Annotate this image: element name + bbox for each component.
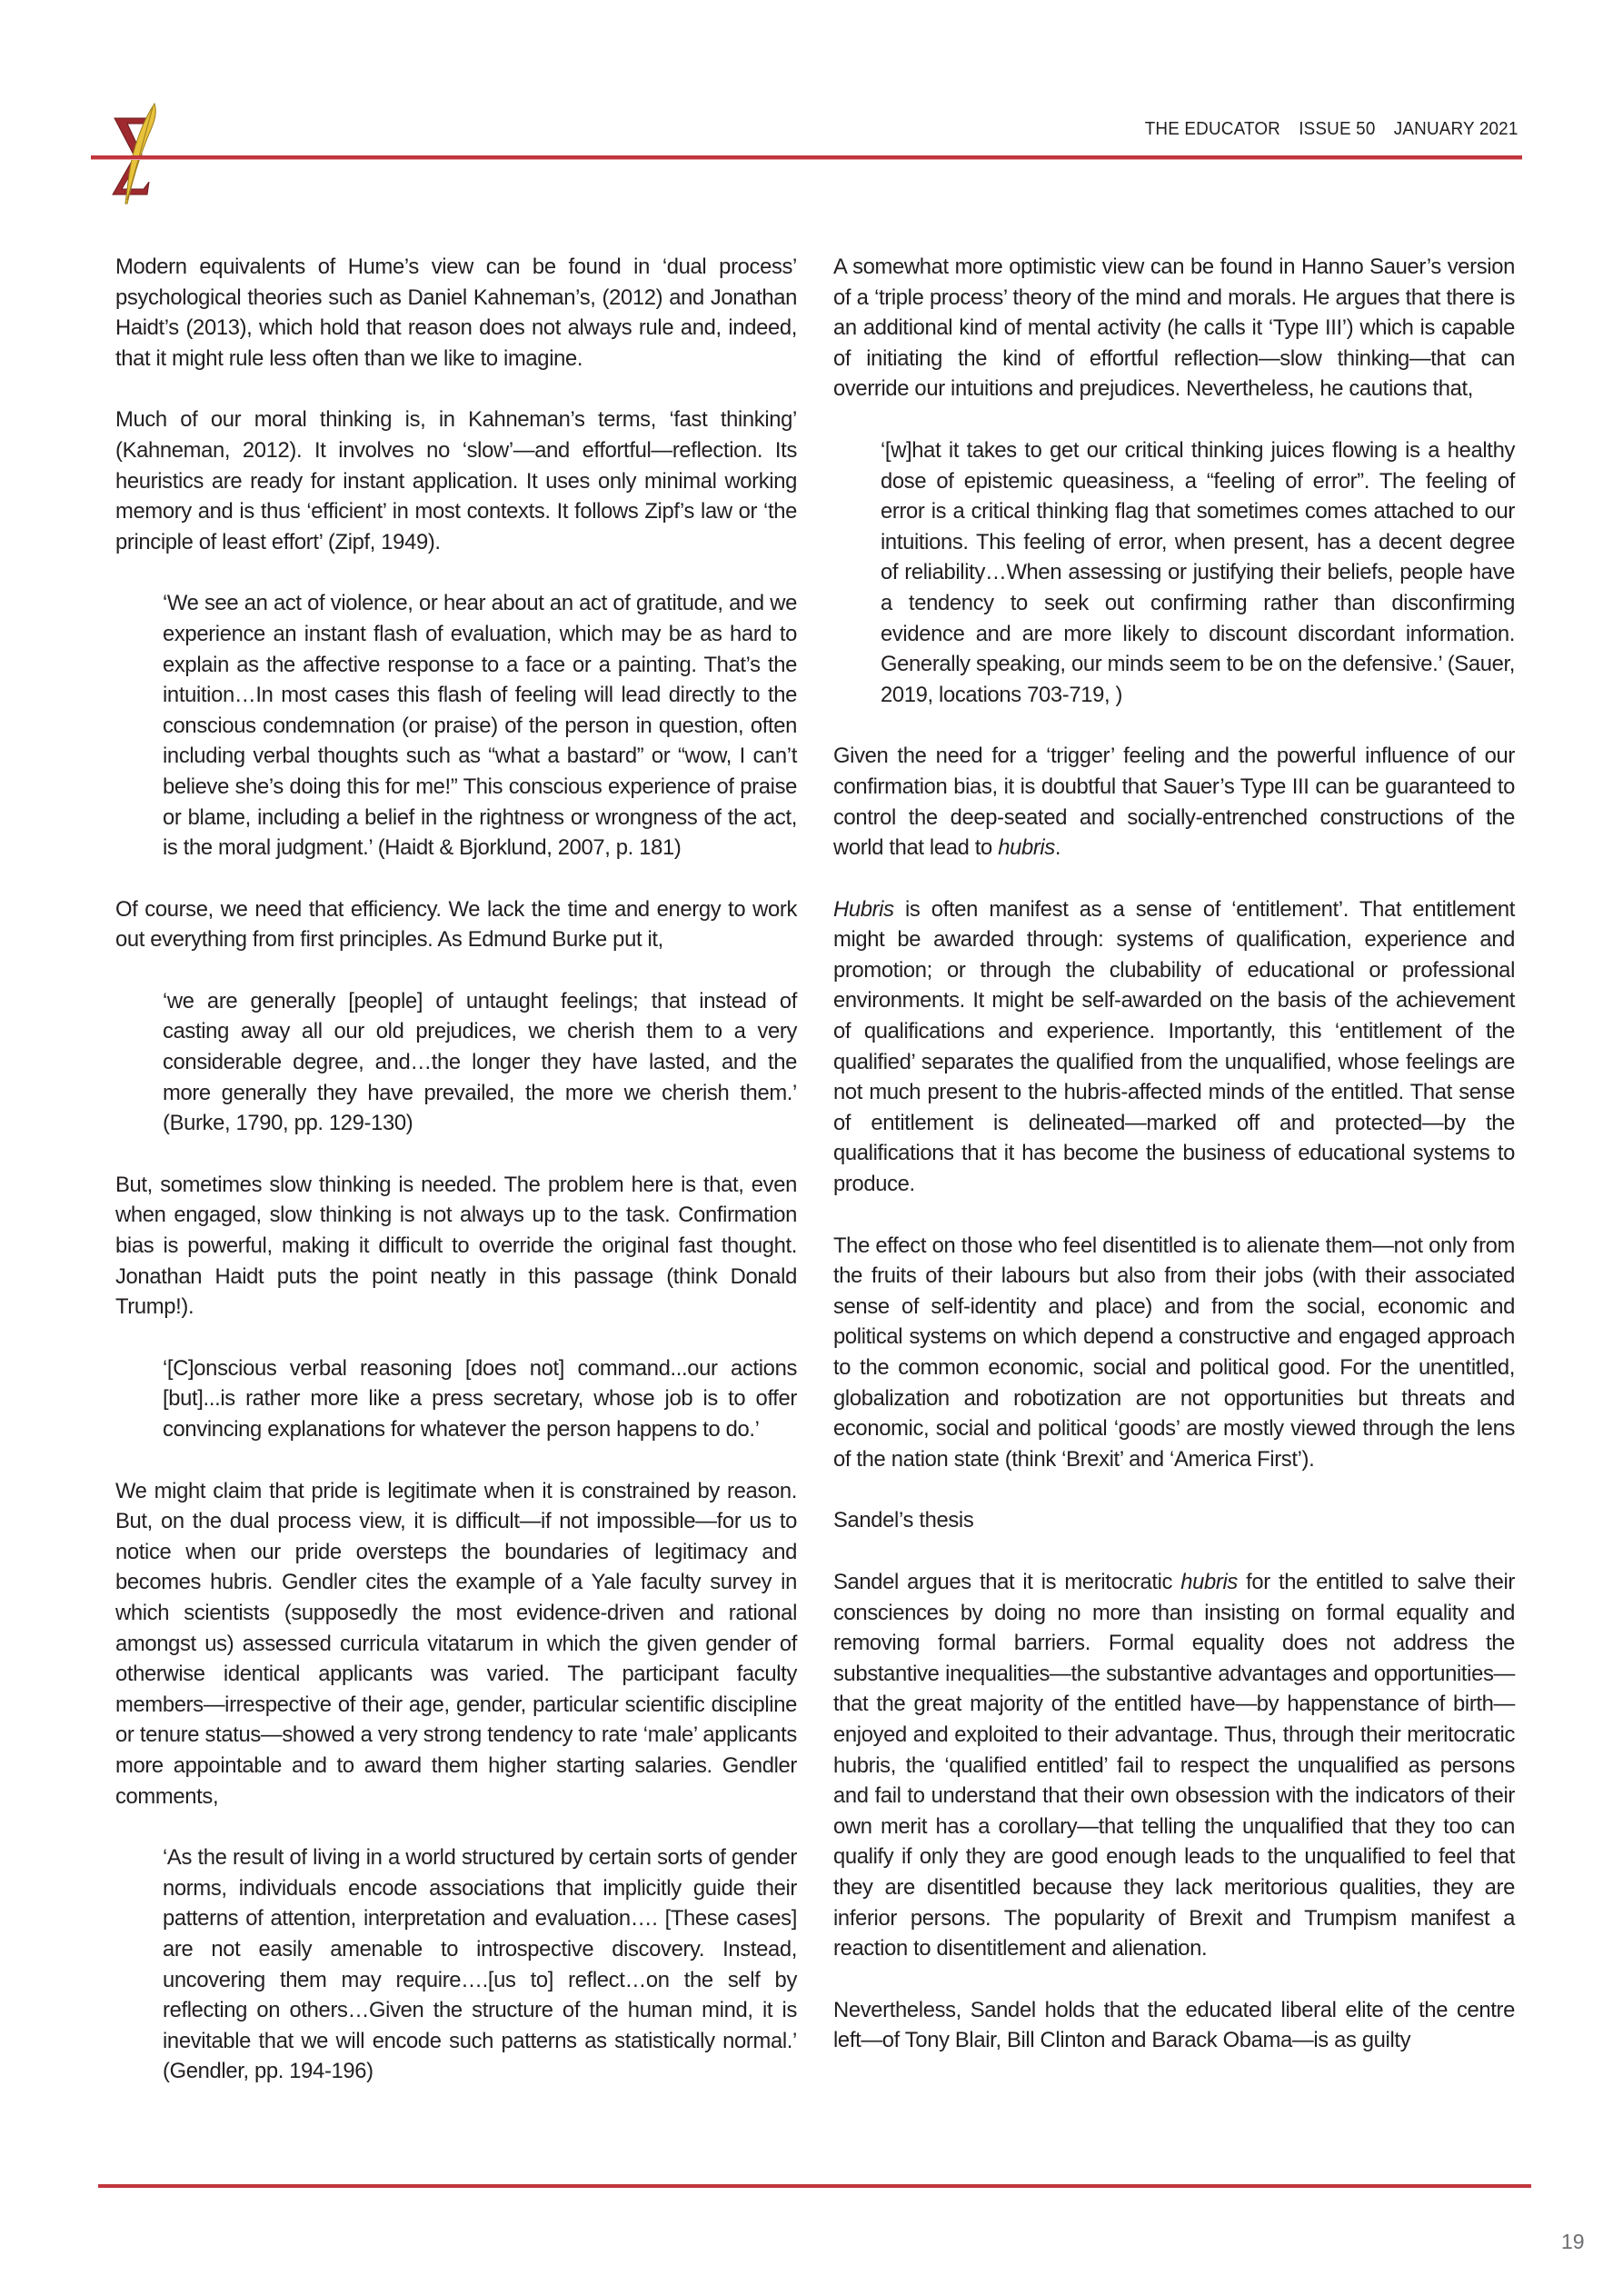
running-header (1127, 118, 1518, 140)
section-heading: Sandel’s thesis (833, 1508, 974, 1533)
footer-rule (98, 2184, 1531, 2188)
right-column (833, 252, 1515, 2087)
emphasis: hubris (1180, 1569, 1238, 1594)
block-quote: ‘we are generally [people] of untaught feelings; that instead of casting away all our old prejudices, we cherish them to a very considerable degree, and…the longer they have lasted, and the more generally they have prevailed, the more we cherish them.’ (Burke, 1790, pp. 129-130) (163, 988, 797, 1136)
text-run: for the entitled to salve their consciences by doing no more than insisting on formal equality and removing formal barriers. Formal equality does not address the substantive inequalities—the substantive advantages and opportunities—that the great majority of the entitled have—by happenstance of birth—enjoyed and exploited to their advantage. Thus, through their meritocratic hubris, the ‘qualified entitled’ fail to respect the unqualified as persons and fail to understand that their own obsession with the indicators of their own merit has a corollary—that telling the unqualified that they too can qualify if only they are good enough leads to the unqualified to feel that they are disentitled because they lack meritorious qualities, they are inferior persons. The popularity of Brexit and Trumpism manifest a reaction to disentitlement and alienation. (833, 1569, 1515, 1962)
header-rule (91, 155, 1522, 159)
block-quote: ‘We see an act of violence, or hear about an act of gratitude, and we experience an instant flash of evaluation, which may be as hard to explain as the affective response to a face or a painting. That’s the intuition…In most cases this flash of feeling will lead directly to the conscious condemnation (or praise) of the person in question, often including verbal thoughts such as “what a bastard” or “wow, I can’t believe she’s doing this for me!” This conscious experience of praise or blame, including a belief in the rightness or wrongness of the act, is the moral judgment.’ (Haidt & Bjorklund, 2007, p. 181) (163, 591, 797, 861)
body-paragraph (833, 1567, 1515, 1964)
body-paragraph: Much of our moral thinking is, in Kahneman’s terms, ‘fast thinking’ (Kahneman, 2012). It involves no ‘slow’—and effortful—reflection. Its heuristics are ready for instant application. It uses only minimal working memory and is thus ‘efficient’ in most contexts. It follows Zipf’s law or ‘the principle of least effort’ (Zipf, 1949). (115, 407, 797, 554)
body-paragraph (833, 894, 1515, 1200)
emphasis: Hubris (833, 896, 894, 922)
body-paragraph: A somewhat more optimistic view can be found in Hanno Sauer’s version of a ‘triple process’ theory of the mind and morals. He argues that there is an additional kind of mental activity (he calls it ‘Type III’) which is capable of initiating the kind of effortful reflection—slow thinking—that can override our intuitions and prejudices. Nevertheless, he cautions that, (833, 255, 1515, 402)
text-run: . (1054, 835, 1061, 861)
block-quote: ‘As the result of living in a world structured by certain sorts of gender norms, individuals encode associations that implicitly guide their patterns of attention, interpretation and evaluation…. [These cases] are not easily amenable to introspective discovery. Instead, uncovering them may require….[us to] reflect…on the self by reflecting on others…Given the structure of the human mind, it is inevitable that we will encode such patterns as statistically normal.’ (Gendler, pp. 194-196) (163, 1845, 797, 2084)
issue-date: JANUARY 2021 (1394, 118, 1518, 139)
body-paragraph: We might claim that pride is legitimate when it is constrained by reason. But, on the dual process view, it is difficult—if not impossible—for us to notice when our pride oversteps the boundaries of legitimacy and becomes hubris. Gendler cites the example of a Yale faculty survey in which scientists (supposedly the most evidence-driven and rational amongst us) assessed curricula vitatarum in which the given gender of otherwise identical applicants was varied. The participant faculty members—irrespective of their age, gender, particular scientific discipline or tenure status—showed a very strong tendency to rate ‘male’ applicants more appointable and to award them higher starting salaries. Gendler comments, (115, 1478, 797, 1809)
body-paragraph: Modern equivalents of Hume’s view can be found in ‘dual process’ psychological theories such as Daniel Kahneman’s, (2012) and Jonathan Haidt’s (2013), which hold that reason does not always rule and, indeed, that it might rule less often than we like to imagine. (115, 255, 797, 371)
text-run: Sandel argues that it is meritocratic (833, 1569, 1181, 1594)
publication-name: THE EDUCATOR (1145, 118, 1281, 139)
block-quote: ‘[w]hat it takes to get our critical thinking juices flowing is a healthy dose of epistemic queasiness, a “feeling of error”. The feeling of error is a critical thinking flag that sometimes comes attached to our intuitions. This feeling of error, when present, has a decent degree of reliability…When assessing or justifying their beliefs, people have a tendency to seek out confirming rather than disconfirming evidence and are more likely to discount discordant information. Generally speaking, our minds seem to be on the defensive.’ (Sauer, 2019, locations 703-719, ) (881, 437, 1515, 707)
body-paragraph: But, sometimes slow thinking is needed. The problem here is that, even when engaged, slow thinking is not always up to the task. Confirmation bias is powerful, making it difficult to override the original fast thought. Jonathan Haidt puts the point neatly in this passage (think Donald Trump!). (115, 1172, 797, 1320)
text-run: Given the need for a ‘trigger’ feeling and the powerful influence of our confirmation bias, it is doubtful that Sauer’s Type III can be guaranteed to control the deep-seated and socially-entrenched constructions of the world that lead to (833, 744, 1515, 861)
block-quote: ‘[C]onscious verbal reasoning [does not] command...our actions [but]...is rather more like a press secretary, whose job is to offer convincing explanations for whatever the person happens to do.’ (163, 1355, 797, 1442)
body-paragraph: Nevertheless, Sandel holds that the educated liberal elite of the centre left—of Tony Blair, Bill Clinton and Barack Obama—is as guilty (833, 1997, 1515, 2053)
emphasis: hubris (998, 835, 1055, 861)
body-paragraph (833, 741, 1515, 863)
text-run: is often manifest as a sense of ‘entitlement’. That entitlement might be awarded through: systems of qualification, experience and promotion; or through the clubability of educational or professional environments. It might be self-awarded on the basis of the achievement of qualifications and experience. Importantly, this ‘entitlement of the qualified’ separates the qualified from the unqualified, whose feelings are not much present to the hubris-affected minds of the entitled. That sense of entitlement is delineated—marked off and protected—by the qualifications that it has become the business of educational systems to produce. (833, 896, 1515, 1197)
body-paragraph: Of course, we need that efficiency. We lack the time and energy to work out everything from first principles. As Edmund Burke put it, (115, 896, 797, 953)
issue-number: ISSUE 50 (1299, 118, 1376, 139)
left-column (115, 252, 797, 2118)
page-number: 19 (1561, 2230, 1585, 2253)
body-paragraph: The effect on those who feel disentitled is to alienate them—not only from the fruits of their labours but also from their jobs (with their associated sense of self-identity and place) and from the social, economic and political systems on which depend a constructive and engaged approach to the common economic, social and political good. For the unentitled, globalization and robotization are not opportunities but threats and economic, social and political ‘goods’ are mostly viewed through the lens of the nation state (think ‘Brexit’ and ‘America First’). (833, 1233, 1515, 1472)
